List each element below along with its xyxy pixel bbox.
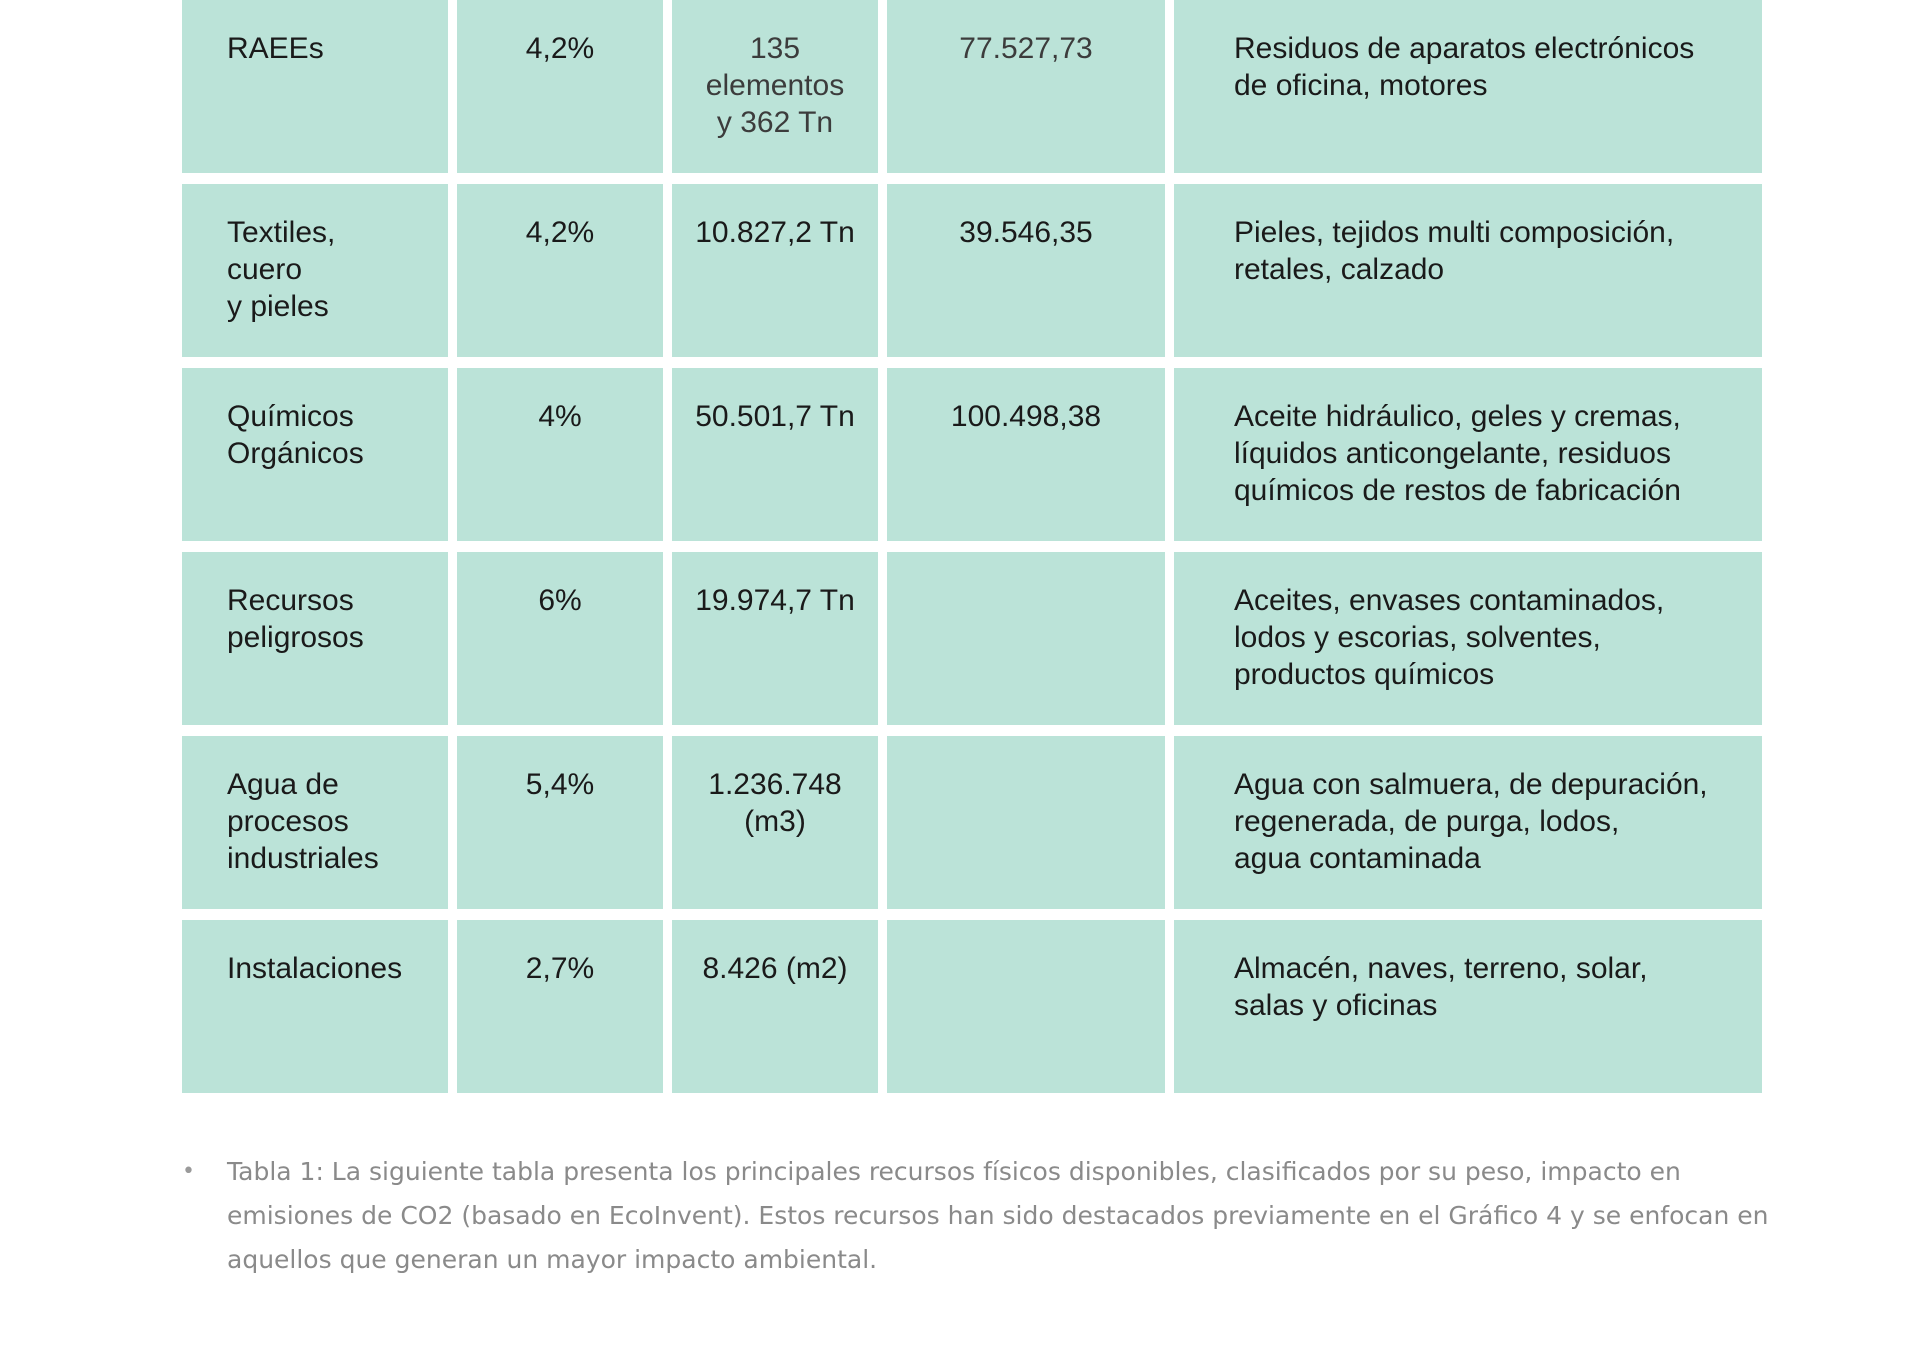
category-label: Instalaciones — [227, 952, 403, 985]
table-cell-co2 — [887, 736, 1165, 909]
quantity-value: 10.827,2 Tn — [695, 216, 855, 249]
table-cell-category — [182, 0, 448, 173]
percent-value: 4% — [538, 400, 582, 433]
table-cell-co2 — [887, 368, 1165, 541]
category-label: RAEEs — [227, 32, 324, 65]
quantity-value: 19.974,7 Tn — [695, 584, 855, 617]
table-cell-co2 — [887, 0, 1165, 173]
category-label: Textiles, cuero y pieles — [227, 216, 336, 323]
table-caption-list — [182, 1150, 1772, 1282]
quantity-value: 135 elementos y 362 Tn — [705, 32, 845, 139]
category-label: Agua de procesos industriales — [227, 768, 379, 875]
table-cell-quantity — [672, 0, 878, 173]
bullet-icon: • — [182, 1159, 195, 1184]
table-cell-co2 — [887, 552, 1165, 725]
table-cell-percent — [457, 552, 663, 725]
co2-value: 39.546,35 — [959, 216, 1093, 249]
table-cell-percent — [457, 736, 663, 909]
table-cell-description — [1174, 920, 1762, 1093]
table-cell-description — [1174, 184, 1762, 357]
description-text: Residuos de aparatos electrónicos de oficina, motores — [1234, 32, 1695, 102]
table-cell-co2 — [887, 920, 1165, 1093]
table-caption — [182, 1150, 1772, 1282]
table-cell-percent — [457, 0, 663, 173]
table-cell-quantity — [672, 920, 878, 1093]
description-text: Aceite hidráulico, geles y cremas, líquidos anticongelante, residuos químicos de restos de fabricación — [1234, 400, 1681, 507]
description-text: Pieles, tejidos multi composición, retales, calzado — [1234, 216, 1675, 286]
table-cell-description — [1174, 552, 1762, 725]
table-cell-quantity — [672, 736, 878, 909]
table-cell-category — [182, 184, 448, 357]
percent-value: 6% — [538, 584, 582, 617]
quantity-value: 1.236.748 (m3) — [708, 768, 842, 838]
caption-text: Tabla 1: La siguiente tabla presenta los principales recursos físicos disponibles, clasificados por su peso, impacto en emisiones de CO2 (basado en EcoInvent). Estos recursos han sido destacados previamente en el Gráfico 4 y se enfocan en aquellos que generan un mayor impacto ambiental. — [227, 1157, 1769, 1274]
table-cell-percent — [457, 368, 663, 541]
percent-value: 2,7% — [525, 952, 595, 985]
percent-value: 4,2% — [525, 32, 595, 65]
table-cell-category — [182, 736, 448, 909]
table-cell-category — [182, 368, 448, 541]
percent-value: 5,4% — [525, 768, 595, 801]
table-cell-description — [1174, 0, 1762, 173]
co2-value: 100.498,38 — [950, 400, 1102, 433]
table-cell-percent — [457, 184, 663, 357]
table-cell-category — [182, 920, 448, 1093]
quantity-value: 50.501,7 Tn — [695, 400, 855, 433]
table-cell-description — [1174, 368, 1762, 541]
percent-value: 4,2% — [525, 216, 595, 249]
description-text: Aceites, envases contaminados, lodos y escorias, solventes, productos químicos — [1234, 584, 1665, 691]
category-label: Químicos Orgánicos — [227, 400, 364, 470]
table-cell-co2 — [887, 184, 1165, 357]
category-label: Recursos peligrosos — [227, 584, 364, 654]
quantity-value: 8.426 (m2) — [702, 952, 848, 985]
co2-value: 77.527,73 — [959, 32, 1093, 65]
description-text: Agua con salmuera, de depuración, regenerada, de purga, lodos, agua contaminada — [1234, 768, 1708, 875]
table-cell-quantity — [672, 552, 878, 725]
description-text: Almacén, naves, terreno, solar, salas y oficinas — [1234, 952, 1648, 1022]
resources-table — [182, 0, 1764, 1093]
table-cell-quantity — [672, 184, 878, 357]
table-cell-quantity — [672, 368, 878, 541]
table-cell-category — [182, 552, 448, 725]
table-cell-percent — [457, 920, 663, 1093]
table-cell-description — [1174, 736, 1762, 909]
